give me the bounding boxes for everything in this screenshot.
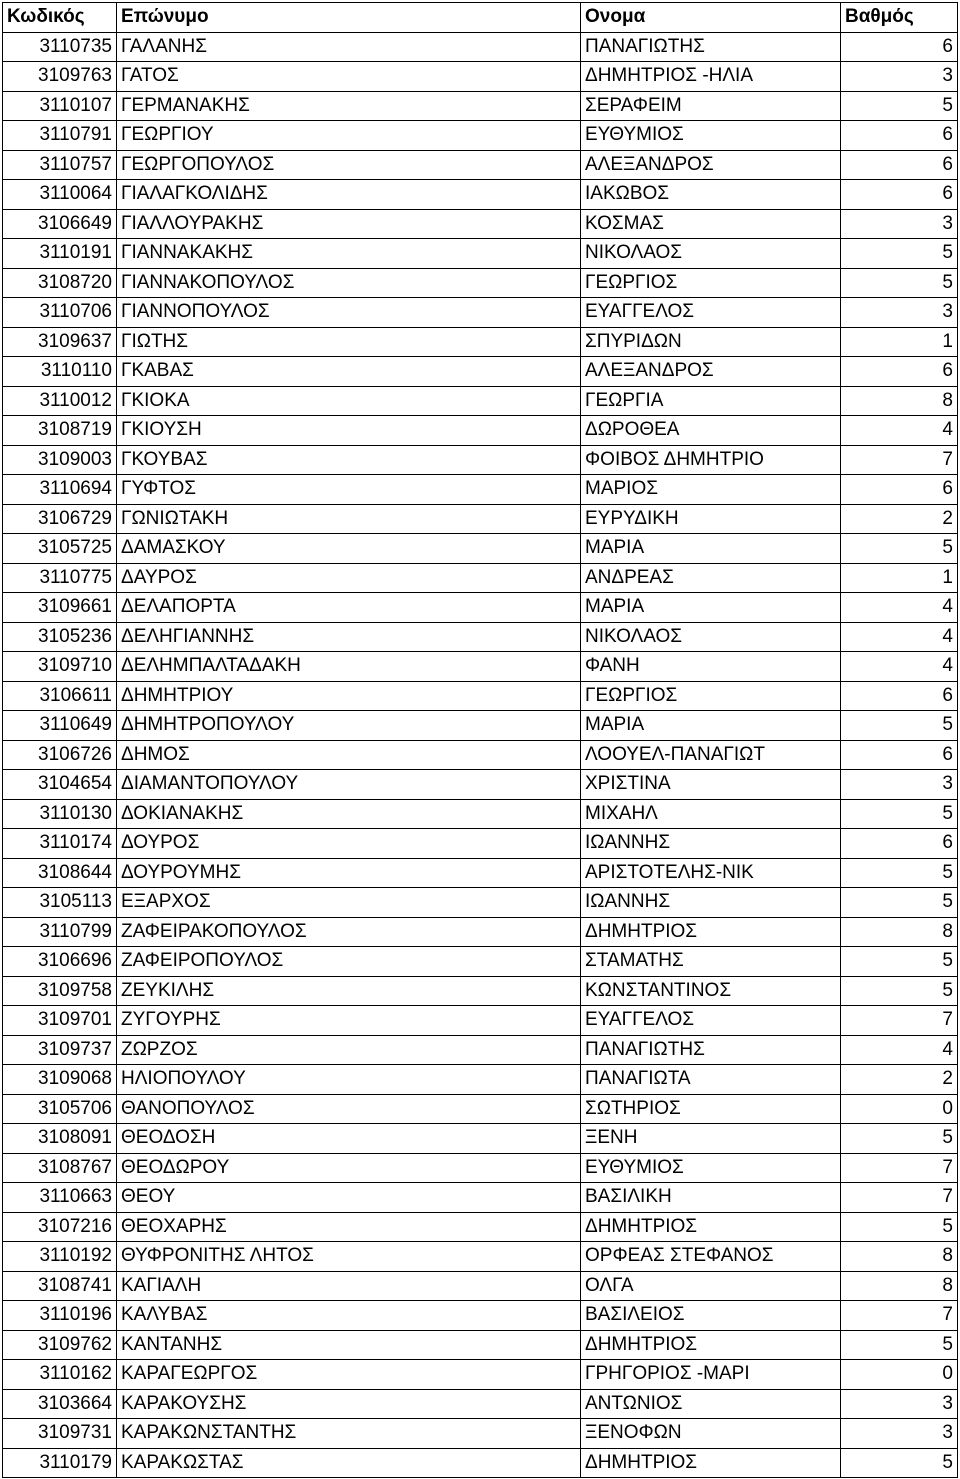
- table-row: [3, 740, 958, 770]
- grade-cell: 5: [841, 1330, 958, 1360]
- code-cell: 3110196: [3, 1301, 117, 1331]
- name-cell: ΝΙΚΟΛΑΟΣ: [581, 622, 841, 652]
- grade-cell: 7: [841, 1153, 958, 1183]
- table-row: [3, 711, 958, 741]
- surname-cell: ΔΑΜΑΣΚΟΥ: [117, 534, 581, 564]
- table-row: [3, 1330, 958, 1360]
- code-cell: 3110706: [3, 298, 117, 328]
- name-cell: ΜΙΧΑΗΛ: [581, 799, 841, 829]
- code-cell: 3108644: [3, 858, 117, 888]
- code-cell: 3109003: [3, 445, 117, 475]
- grade-cell: 2: [841, 504, 958, 534]
- table-row: [3, 1389, 958, 1419]
- code-cell: 3109661: [3, 593, 117, 623]
- table-row: [3, 622, 958, 652]
- surname-cell: ΔΗΜΟΣ: [117, 740, 581, 770]
- code-cell: 3109763: [3, 62, 117, 92]
- grade-cell: 4: [841, 622, 958, 652]
- name-cell: ΑΛΕΞΑΝΔΡΟΣ: [581, 150, 841, 180]
- grade-cell: 5: [841, 268, 958, 298]
- surname-cell: ΚΑΡΑΚΩΣΤΑΣ: [117, 1448, 581, 1478]
- grade-cell: 8: [841, 1271, 958, 1301]
- name-cell: ΙΑΚΩΒΟΣ: [581, 180, 841, 210]
- name-cell: ΓΡΗΓΟΡΙΟΣ -ΜΑΡΙ: [581, 1360, 841, 1390]
- surname-cell: ΔΗΜΗΤΡΟΠΟΥΛΟΥ: [117, 711, 581, 741]
- name-cell: ΙΩΑΝΝΗΣ: [581, 888, 841, 918]
- grade-cell: 3: [841, 298, 958, 328]
- table-row: [3, 62, 958, 92]
- grade-cell: 3: [841, 1389, 958, 1419]
- grade-cell: 5: [841, 1124, 958, 1154]
- table-row: [3, 1448, 958, 1478]
- name-cell: ΓΕΩΡΓΙΟΣ: [581, 681, 841, 711]
- name-cell: ΜΑΡΙΑ: [581, 593, 841, 623]
- grade-cell: 0: [841, 1360, 958, 1390]
- surname-cell: ΔΕΛΗΓΙΑΝΝΗΣ: [117, 622, 581, 652]
- surname-cell: ΓΙΑΝΝΟΠΟΥΛΟΣ: [117, 298, 581, 328]
- name-cell: ΔΗΜΗΤΡΙΟΣ: [581, 1330, 841, 1360]
- grade-cell: 5: [841, 1448, 958, 1478]
- table-row: [3, 239, 958, 269]
- table-row: [3, 1242, 958, 1272]
- grade-cell: 4: [841, 652, 958, 682]
- surname-cell: ΚΑΡΑΓΕΩΡΓΟΣ: [117, 1360, 581, 1390]
- surname-cell: ΖΑΦΕΙΡΑΚΟΠΟΥΛΟΣ: [117, 917, 581, 947]
- surname-cell: ΖΕΥΚΙΛΗΣ: [117, 976, 581, 1006]
- name-cell: ΜΑΡΙΟΣ: [581, 475, 841, 505]
- table-row: [3, 386, 958, 416]
- surname-cell: ΓΥΦΤΟΣ: [117, 475, 581, 505]
- name-cell: ΔΗΜΗΤΡΙΟΣ: [581, 917, 841, 947]
- surname-cell: ΔΗΜΗΤΡΙΟΥ: [117, 681, 581, 711]
- code-cell: 3105113: [3, 888, 117, 918]
- grade-cell: 4: [841, 1035, 958, 1065]
- surname-cell: ΔΕΛΗΜΠΑΛΤΑΔΑΚΗ: [117, 652, 581, 682]
- surname-cell: ΓΑΛΑΝΗΣ: [117, 32, 581, 62]
- name-cell: ΑΝΤΩΝΙΟΣ: [581, 1389, 841, 1419]
- header-grade: Βαθμός: [841, 3, 958, 33]
- grade-cell: 5: [841, 947, 958, 977]
- header-row: [3, 3, 958, 33]
- grade-cell: 6: [841, 357, 958, 387]
- grade-cell: 5: [841, 976, 958, 1006]
- code-cell: 3109731: [3, 1419, 117, 1449]
- grade-cell: 3: [841, 62, 958, 92]
- table-row: [3, 829, 958, 859]
- name-cell: ΝΙΚΟΛΑΟΣ: [581, 239, 841, 269]
- code-cell: 3109762: [3, 1330, 117, 1360]
- name-cell: ΑΡΙΣΤΟΤΕΛΗΣ-ΝΙΚ: [581, 858, 841, 888]
- grade-cell: 5: [841, 711, 958, 741]
- table-row: [3, 534, 958, 564]
- code-cell: 3108091: [3, 1124, 117, 1154]
- code-cell: 3110694: [3, 475, 117, 505]
- grade-cell: 2: [841, 1065, 958, 1095]
- code-cell: 3106696: [3, 947, 117, 977]
- surname-cell: ΓΩΝΙΩΤΑΚΗ: [117, 504, 581, 534]
- surname-cell: ΚΑΓΙΑΛΗ: [117, 1271, 581, 1301]
- table-row: [3, 770, 958, 800]
- grade-cell: 6: [841, 740, 958, 770]
- grade-cell: 7: [841, 445, 958, 475]
- table-row: [3, 150, 958, 180]
- name-cell: ΓΕΩΡΓΙΟΣ: [581, 268, 841, 298]
- name-cell: ΣΕΡΑΦΕΙΜ: [581, 91, 841, 121]
- grade-cell: 6: [841, 681, 958, 711]
- name-cell: ΦΟΙΒΟΣ ΔΗΜΗΤΡΙΟ: [581, 445, 841, 475]
- table-row: [3, 1006, 958, 1036]
- code-cell: 3110107: [3, 91, 117, 121]
- header-surname: Επώνυμο: [117, 3, 581, 33]
- name-cell: ΛΟΟΥΕΛ-ΠΑΝΑΓΙΩΤ: [581, 740, 841, 770]
- surname-cell: ΖΑΦΕΙΡΟΠΟΥΛΟΣ: [117, 947, 581, 977]
- name-cell: ΒΑΣΙΛΙΚΗ: [581, 1183, 841, 1213]
- grade-cell: 8: [841, 1242, 958, 1272]
- code-cell: 3108720: [3, 268, 117, 298]
- grade-cell: 3: [841, 209, 958, 239]
- surname-cell: ΓΕΡΜΑΝΑΚΗΣ: [117, 91, 581, 121]
- surname-cell: ΓΕΩΡΓΙΟΥ: [117, 121, 581, 151]
- name-cell: ΕΥΡΥΔΙΚΗ: [581, 504, 841, 534]
- code-cell: 3104654: [3, 770, 117, 800]
- table-row: [3, 947, 958, 977]
- table-row: [3, 357, 958, 387]
- surname-cell: ΖΥΓΟΥΡΗΣ: [117, 1006, 581, 1036]
- table-row: [3, 121, 958, 151]
- header-name: Ονομα: [581, 3, 841, 33]
- surname-cell: ΓΙΑΛΛΟΥΡΑΚΗΣ: [117, 209, 581, 239]
- surname-cell: ΕΞΑΡΧΟΣ: [117, 888, 581, 918]
- surname-cell: ΗΛΙΟΠΟΥΛΟΥ: [117, 1065, 581, 1095]
- surname-cell: ΓΚΑΒΑΣ: [117, 357, 581, 387]
- surname-cell: ΘΥΦΡΟΝΙΤΗΣ ΛΗΤΟΣ: [117, 1242, 581, 1272]
- code-cell: 3110130: [3, 799, 117, 829]
- table-row: [3, 1124, 958, 1154]
- grade-cell: 6: [841, 32, 958, 62]
- name-cell: ΞΕΝΟΦΩΝ: [581, 1419, 841, 1449]
- grade-cell: 8: [841, 386, 958, 416]
- code-cell: 3110649: [3, 711, 117, 741]
- table-row: [3, 1183, 958, 1213]
- surname-cell: ΓΙΩΤΗΣ: [117, 327, 581, 357]
- code-cell: 3103664: [3, 1389, 117, 1419]
- table-row: [3, 1271, 958, 1301]
- name-cell: ΕΥΑΓΓΕΛΟΣ: [581, 298, 841, 328]
- name-cell: ΣΤΑΜΑΤΗΣ: [581, 947, 841, 977]
- name-cell: ΔΩΡΟΘΕΑ: [581, 416, 841, 446]
- grade-cell: 5: [841, 91, 958, 121]
- name-cell: ΙΩΑΝΝΗΣ: [581, 829, 841, 859]
- grade-cell: 1: [841, 327, 958, 357]
- surname-cell: ΔΙΑΜΑΝΤΟΠΟΥΛΟΥ: [117, 770, 581, 800]
- surname-cell: ΓΕΩΡΓΟΠΟΥΛΟΣ: [117, 150, 581, 180]
- table-row: [3, 563, 958, 593]
- table-row: [3, 1301, 958, 1331]
- name-cell: ΠΑΝΑΓΙΩΤΗΣ: [581, 1035, 841, 1065]
- code-cell: 3105236: [3, 622, 117, 652]
- table-row: [3, 268, 958, 298]
- surname-cell: ΘΕΟΔΟΣΗ: [117, 1124, 581, 1154]
- name-cell: ΕΥΘΥΜΙΟΣ: [581, 121, 841, 151]
- table-row: [3, 858, 958, 888]
- table-row: [3, 475, 958, 505]
- code-cell: 3110663: [3, 1183, 117, 1213]
- name-cell: ΟΡΦΕΑΣ ΣΤΕΦΑΝΟΣ: [581, 1242, 841, 1272]
- name-cell: ΣΠΥΡΙΔΩΝ: [581, 327, 841, 357]
- code-cell: 3110757: [3, 150, 117, 180]
- table-row: [3, 1360, 958, 1390]
- grade-cell: 0: [841, 1094, 958, 1124]
- surname-cell: ΓΑΤΟΣ: [117, 62, 581, 92]
- grade-cell: 7: [841, 1301, 958, 1331]
- table-row: [3, 888, 958, 918]
- table-row: [3, 681, 958, 711]
- table-row: [3, 1094, 958, 1124]
- name-cell: ΕΥΘΥΜΙΟΣ: [581, 1153, 841, 1183]
- table-row: [3, 1212, 958, 1242]
- table-row: [3, 180, 958, 210]
- name-cell: ΑΝΔΡΕΑΣ: [581, 563, 841, 593]
- table-row: [3, 445, 958, 475]
- grade-cell: 4: [841, 593, 958, 623]
- code-cell: 3106726: [3, 740, 117, 770]
- surname-cell: ΘΑΝΟΠΟΥΛΟΣ: [117, 1094, 581, 1124]
- grade-cell: 6: [841, 829, 958, 859]
- name-cell: ΕΥΑΓΓΕΛΟΣ: [581, 1006, 841, 1036]
- grade-cell: 7: [841, 1183, 958, 1213]
- surname-cell: ΘΕΟΥ: [117, 1183, 581, 1213]
- code-cell: 3109701: [3, 1006, 117, 1036]
- surname-cell: ΓΙΑΝΝΑΚΑΚΗΣ: [117, 239, 581, 269]
- name-cell: ΔΗΜΗΤΡΙΟΣ -ΗΛΙΑ: [581, 62, 841, 92]
- table-row: [3, 91, 958, 121]
- name-cell: ΔΗΜΗΤΡΙΟΣ: [581, 1212, 841, 1242]
- name-cell: ΓΕΩΡΓΙΑ: [581, 386, 841, 416]
- surname-cell: ΚΑΝΤΑΝΗΣ: [117, 1330, 581, 1360]
- table-row: [3, 976, 958, 1006]
- table-row: [3, 593, 958, 623]
- surname-cell: ΘΕΟΔΩΡΟΥ: [117, 1153, 581, 1183]
- code-cell: 3110775: [3, 563, 117, 593]
- table-row: [3, 1419, 958, 1449]
- grade-cell: 6: [841, 150, 958, 180]
- grade-cell: 5: [841, 888, 958, 918]
- code-cell: 3110110: [3, 357, 117, 387]
- grade-cell: 3: [841, 1419, 958, 1449]
- code-cell: 3109068: [3, 1065, 117, 1095]
- table-row: [3, 209, 958, 239]
- name-cell: ΦΑΝΗ: [581, 652, 841, 682]
- code-cell: 3109758: [3, 976, 117, 1006]
- code-cell: 3105725: [3, 534, 117, 564]
- name-cell: ΑΛΕΞΑΝΔΡΟΣ: [581, 357, 841, 387]
- code-cell: 3106611: [3, 681, 117, 711]
- table-row: [3, 327, 958, 357]
- grade-cell: 6: [841, 121, 958, 151]
- name-cell: ΚΩΝΣΤΑΝΤΙΝΟΣ: [581, 976, 841, 1006]
- surname-cell: ΔΟΥΡΟΥΜΗΣ: [117, 858, 581, 888]
- code-cell: 3110162: [3, 1360, 117, 1390]
- code-cell: 3108767: [3, 1153, 117, 1183]
- code-cell: 3107216: [3, 1212, 117, 1242]
- table-row: [3, 298, 958, 328]
- name-cell: ΜΑΡΙΑ: [581, 534, 841, 564]
- code-cell: 3108741: [3, 1271, 117, 1301]
- table-row: [3, 652, 958, 682]
- table-row: [3, 1035, 958, 1065]
- code-cell: 3110179: [3, 1448, 117, 1478]
- name-cell: ΞΕΝΗ: [581, 1124, 841, 1154]
- grade-cell: 5: [841, 858, 958, 888]
- surname-cell: ΔΟΥΡΟΣ: [117, 829, 581, 859]
- grade-cell: 5: [841, 1212, 958, 1242]
- grade-cell: 5: [841, 799, 958, 829]
- grade-cell: 5: [841, 534, 958, 564]
- surname-cell: ΓΚΟΥΒΑΣ: [117, 445, 581, 475]
- table-row: [3, 32, 958, 62]
- code-cell: 3106649: [3, 209, 117, 239]
- code-cell: 3105706: [3, 1094, 117, 1124]
- name-cell: ΔΗΜΗΤΡΙΟΣ: [581, 1448, 841, 1478]
- surname-cell: ΔΕΛΑΠΟΡΤΑ: [117, 593, 581, 623]
- code-cell: 3110192: [3, 1242, 117, 1272]
- name-cell: ΜΑΡΙΑ: [581, 711, 841, 741]
- code-cell: 3110799: [3, 917, 117, 947]
- grade-cell: 5: [841, 239, 958, 269]
- name-cell: ΟΛΓΑ: [581, 1271, 841, 1301]
- code-cell: 3110174: [3, 829, 117, 859]
- surname-cell: ΚΑΡΑΚΟΥΣΗΣ: [117, 1389, 581, 1419]
- table-row: [3, 1065, 958, 1095]
- table-row: [3, 917, 958, 947]
- code-cell: 3110735: [3, 32, 117, 62]
- grade-cell: 4: [841, 416, 958, 446]
- name-cell: ΚΟΣΜΑΣ: [581, 209, 841, 239]
- grade-cell: 6: [841, 475, 958, 505]
- code-cell: 3110064: [3, 180, 117, 210]
- table-row: [3, 799, 958, 829]
- name-cell: ΣΩΤΗΡΙΟΣ: [581, 1094, 841, 1124]
- name-cell: ΠΑΝΑΓΙΩΤΗΣ: [581, 32, 841, 62]
- code-cell: 3108719: [3, 416, 117, 446]
- table-row: [3, 1153, 958, 1183]
- name-cell: ΠΑΝΑΓΙΩΤΑ: [581, 1065, 841, 1095]
- code-cell: 3109637: [3, 327, 117, 357]
- surname-cell: ΚΑΡΑΚΩΝΣΤΑΝΤΗΣ: [117, 1419, 581, 1449]
- grade-cell: 1: [841, 563, 958, 593]
- header-code: Κωδικός: [3, 3, 117, 33]
- surname-cell: ΘΕΟΧΑΡΗΣ: [117, 1212, 581, 1242]
- name-cell: ΧΡΙΣΤΙΝΑ: [581, 770, 841, 800]
- surname-cell: ΓΚΙΟΥΣΗ: [117, 416, 581, 446]
- code-cell: 3110012: [3, 386, 117, 416]
- table-row: [3, 504, 958, 534]
- name-cell: ΒΑΣΙΛΕΙΟΣ: [581, 1301, 841, 1331]
- surname-cell: ΓΙΑΝΝΑΚΟΠΟΥΛΟΣ: [117, 268, 581, 298]
- surname-cell: ΔΟΚΙΑΝΑΚΗΣ: [117, 799, 581, 829]
- grade-cell: 6: [841, 180, 958, 210]
- code-cell: 3110191: [3, 239, 117, 269]
- surname-cell: ΔΑΥΡΟΣ: [117, 563, 581, 593]
- code-cell: 3106729: [3, 504, 117, 534]
- grade-cell: 3: [841, 770, 958, 800]
- surname-cell: ΓΙΑΛΑΓΚΟΛΙΔΗΣ: [117, 180, 581, 210]
- surname-cell: ΚΑΛΥΒΑΣ: [117, 1301, 581, 1331]
- surname-cell: ΖΩΡΖΟΣ: [117, 1035, 581, 1065]
- grade-cell: 8: [841, 917, 958, 947]
- code-cell: 3110791: [3, 121, 117, 151]
- table-row: [3, 416, 958, 446]
- surname-cell: ΓΚΙΟΚΑ: [117, 386, 581, 416]
- code-cell: 3109710: [3, 652, 117, 682]
- grades-table: [2, 2, 958, 1478]
- code-cell: 3109737: [3, 1035, 117, 1065]
- grade-cell: 7: [841, 1006, 958, 1036]
